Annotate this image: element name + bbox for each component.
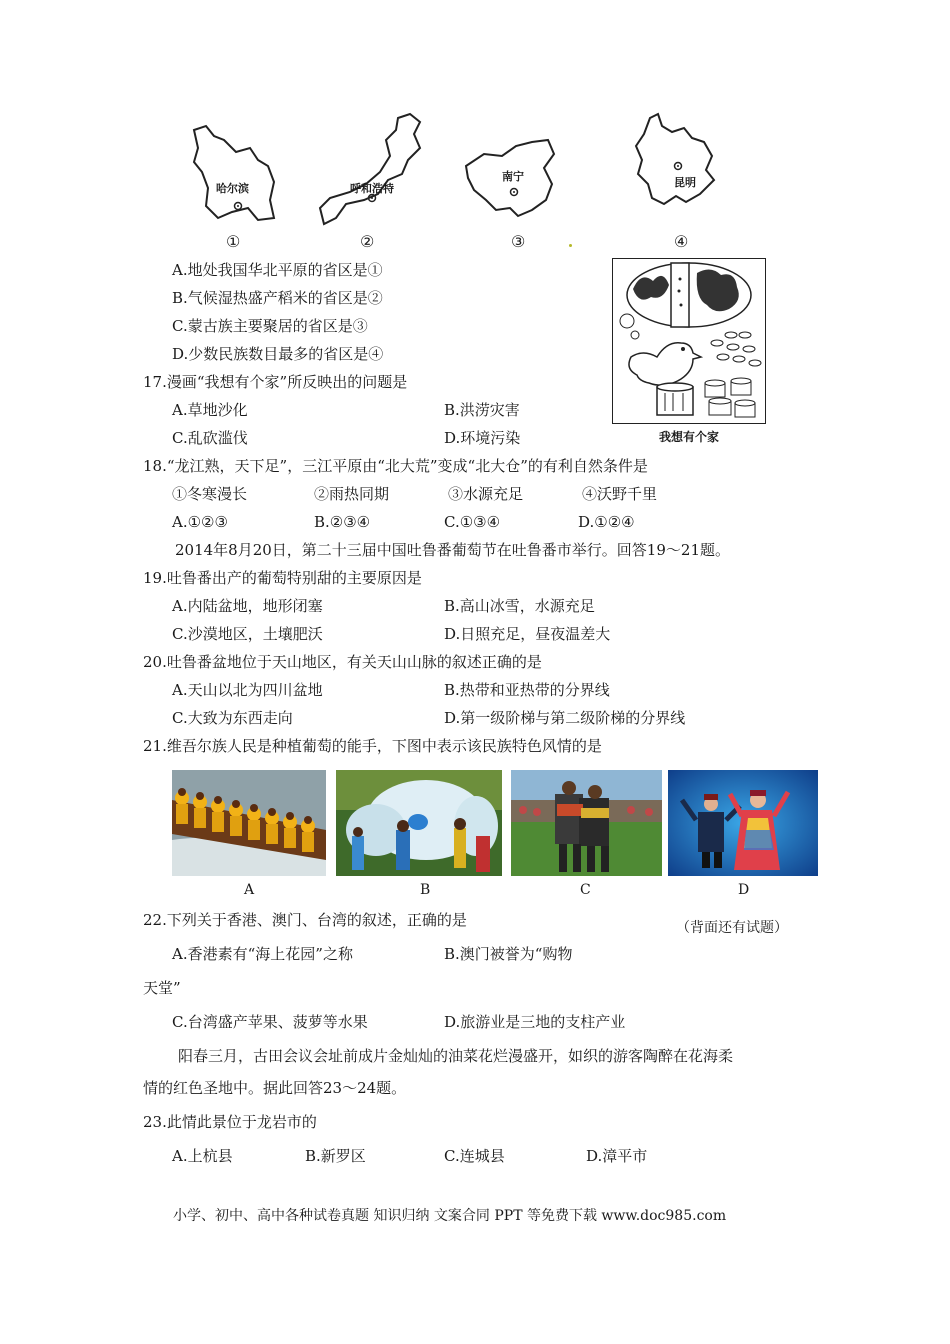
photo-label-c: C (580, 882, 591, 898)
q20-stem: 20.吐鲁番盆地位于天山地区，有关天山山脉的叙述正确的是 (143, 653, 542, 671)
map-number-1: ① (226, 232, 241, 251)
q18-option-b: B.②③④ (314, 513, 371, 531)
q20-option-b: B.热带和亚热带的分界线 (444, 681, 610, 699)
q17-option-c: C.乱砍滥伐 (172, 429, 248, 447)
heilongjiang-map (188, 122, 278, 226)
map-number-2: ② (360, 232, 375, 251)
q22-stem: 22.下列关于香港、澳门、台湾的叙述，正确的是 (143, 911, 467, 929)
map-number-3: ③ (511, 232, 526, 251)
photo-dragon-boat (172, 770, 326, 876)
photo-water-splashing (336, 770, 502, 876)
q17-option-a: A.草地沙化 (172, 401, 248, 419)
city-label: 呼和浩特 (350, 182, 394, 195)
q18-option-c: C.①③④ (444, 513, 501, 531)
q19-stem: 19.吐鲁番出产的葡萄特别甜的主要原因是 (143, 569, 422, 587)
intro-23-24-line1: 阳春三月，古田会议会址前成片金灿灿的油菜花烂漫盛开，如织的游客陶醉在花海柔 (178, 1047, 734, 1065)
q22-option-c: C.台湾盛产苹果、菠萝等水果 (172, 1013, 368, 1031)
q18-condition-2: ②雨热同期 (314, 485, 390, 503)
q18-condition-3: ③水源充足 (448, 485, 524, 503)
city-label: 南宁 (502, 170, 524, 183)
q23-option-c: C.连城县 (444, 1147, 505, 1165)
q17-stem: 17.漫画“我想有个家”所反映出的问题是 (143, 373, 408, 391)
q22-option-b: B.澳门被誉为“购物 (444, 945, 573, 963)
photo-label-d: D (738, 882, 750, 898)
q19-option-a: A.内陆盆地，地形闭塞 (172, 597, 323, 615)
map-number-4: ④ (674, 232, 689, 251)
q19-option-b: B.高山冰雪，水源充足 (444, 597, 595, 615)
q22-option-b-cont: 天堂” (143, 979, 181, 997)
city-label: 哈尔滨 (216, 182, 249, 195)
q17-option-b: B.洪涝灾害 (444, 401, 520, 419)
intro-19-21: 2014年8月20日，第二十三届中国吐鲁番葡萄节在吐鲁番市举行。回答19～21题。 (175, 541, 730, 559)
photo-label-a: A (244, 882, 255, 898)
q18-condition-4: ④沃野千里 (582, 485, 658, 503)
q23-option-d: D.漳平市 (586, 1147, 648, 1165)
inner-mongolia-map (316, 112, 428, 236)
q18-stem: 18.“龙江熟，天下足”，三江平原由“北大荒”变成“北大仓”的有利自然条件是 (143, 457, 648, 475)
q20-option-c: C.大致为东西走向 (172, 709, 293, 727)
cartoon-caption: 我想有个家 (658, 430, 719, 444)
q18-option-a: A.①②③ (172, 513, 228, 531)
photo-wrestling (511, 770, 662, 876)
q16-option-d: D.少数民族数目最多的省区是④ (172, 345, 384, 363)
q23-option-a: A.上杭县 (172, 1147, 233, 1165)
q16-option-c: C.蒙古族主要聚居的省区是③ (172, 317, 368, 335)
city-label: 昆明 (674, 176, 696, 189)
q19-option-c: C.沙漠地区，土壤肥沃 (172, 625, 323, 643)
q20-option-d: D.第一级阶梯与第二级阶梯的分界线 (444, 709, 686, 727)
q18-option-d: D.①②④ (578, 513, 635, 531)
q20-option-a: A.天山以北为四川盆地 (172, 681, 323, 699)
speck (569, 244, 572, 247)
photo-label-b: B (420, 882, 431, 898)
q21-stem: 21.维吾尔族人民是种植葡萄的能手，下图中表示该民族特色风情的是 (143, 737, 602, 755)
yunnan-map (630, 112, 718, 212)
cartoon-image (612, 258, 766, 424)
page-footer: 小学、初中、高中各种试卷真题 知识归纳 文案合同 PPT 等免费下载 www.doc985.com (173, 1208, 727, 1224)
photo-uyghur-dance (668, 770, 818, 876)
q16-option-a: A.地处我国华北平原的省区是① (172, 261, 383, 279)
q22-option-d: D.旅游业是三地的支柱产业 (444, 1013, 626, 1031)
q16-option-b: B.气候湿热盛产稻米的省区是② (172, 289, 383, 307)
q18-condition-1: ①冬寒漫长 (172, 485, 248, 503)
q23-option-b: B.新罗区 (305, 1147, 366, 1165)
q23-stem: 23.此情此景位于龙岩市的 (143, 1113, 317, 1131)
back-page-note: （背面还有试题） (676, 920, 788, 936)
q22-option-a: A.香港素有“海上花园”之称 (172, 945, 353, 963)
q17-option-d: D.环境污染 (444, 429, 521, 447)
intro-23-24-line2: 情的红色圣地中。据此回答23～24题。 (143, 1079, 407, 1097)
q19-option-d: D.日照充足，昼夜温差大 (444, 625, 611, 643)
guangxi-map (462, 136, 558, 226)
province-maps (180, 112, 740, 252)
